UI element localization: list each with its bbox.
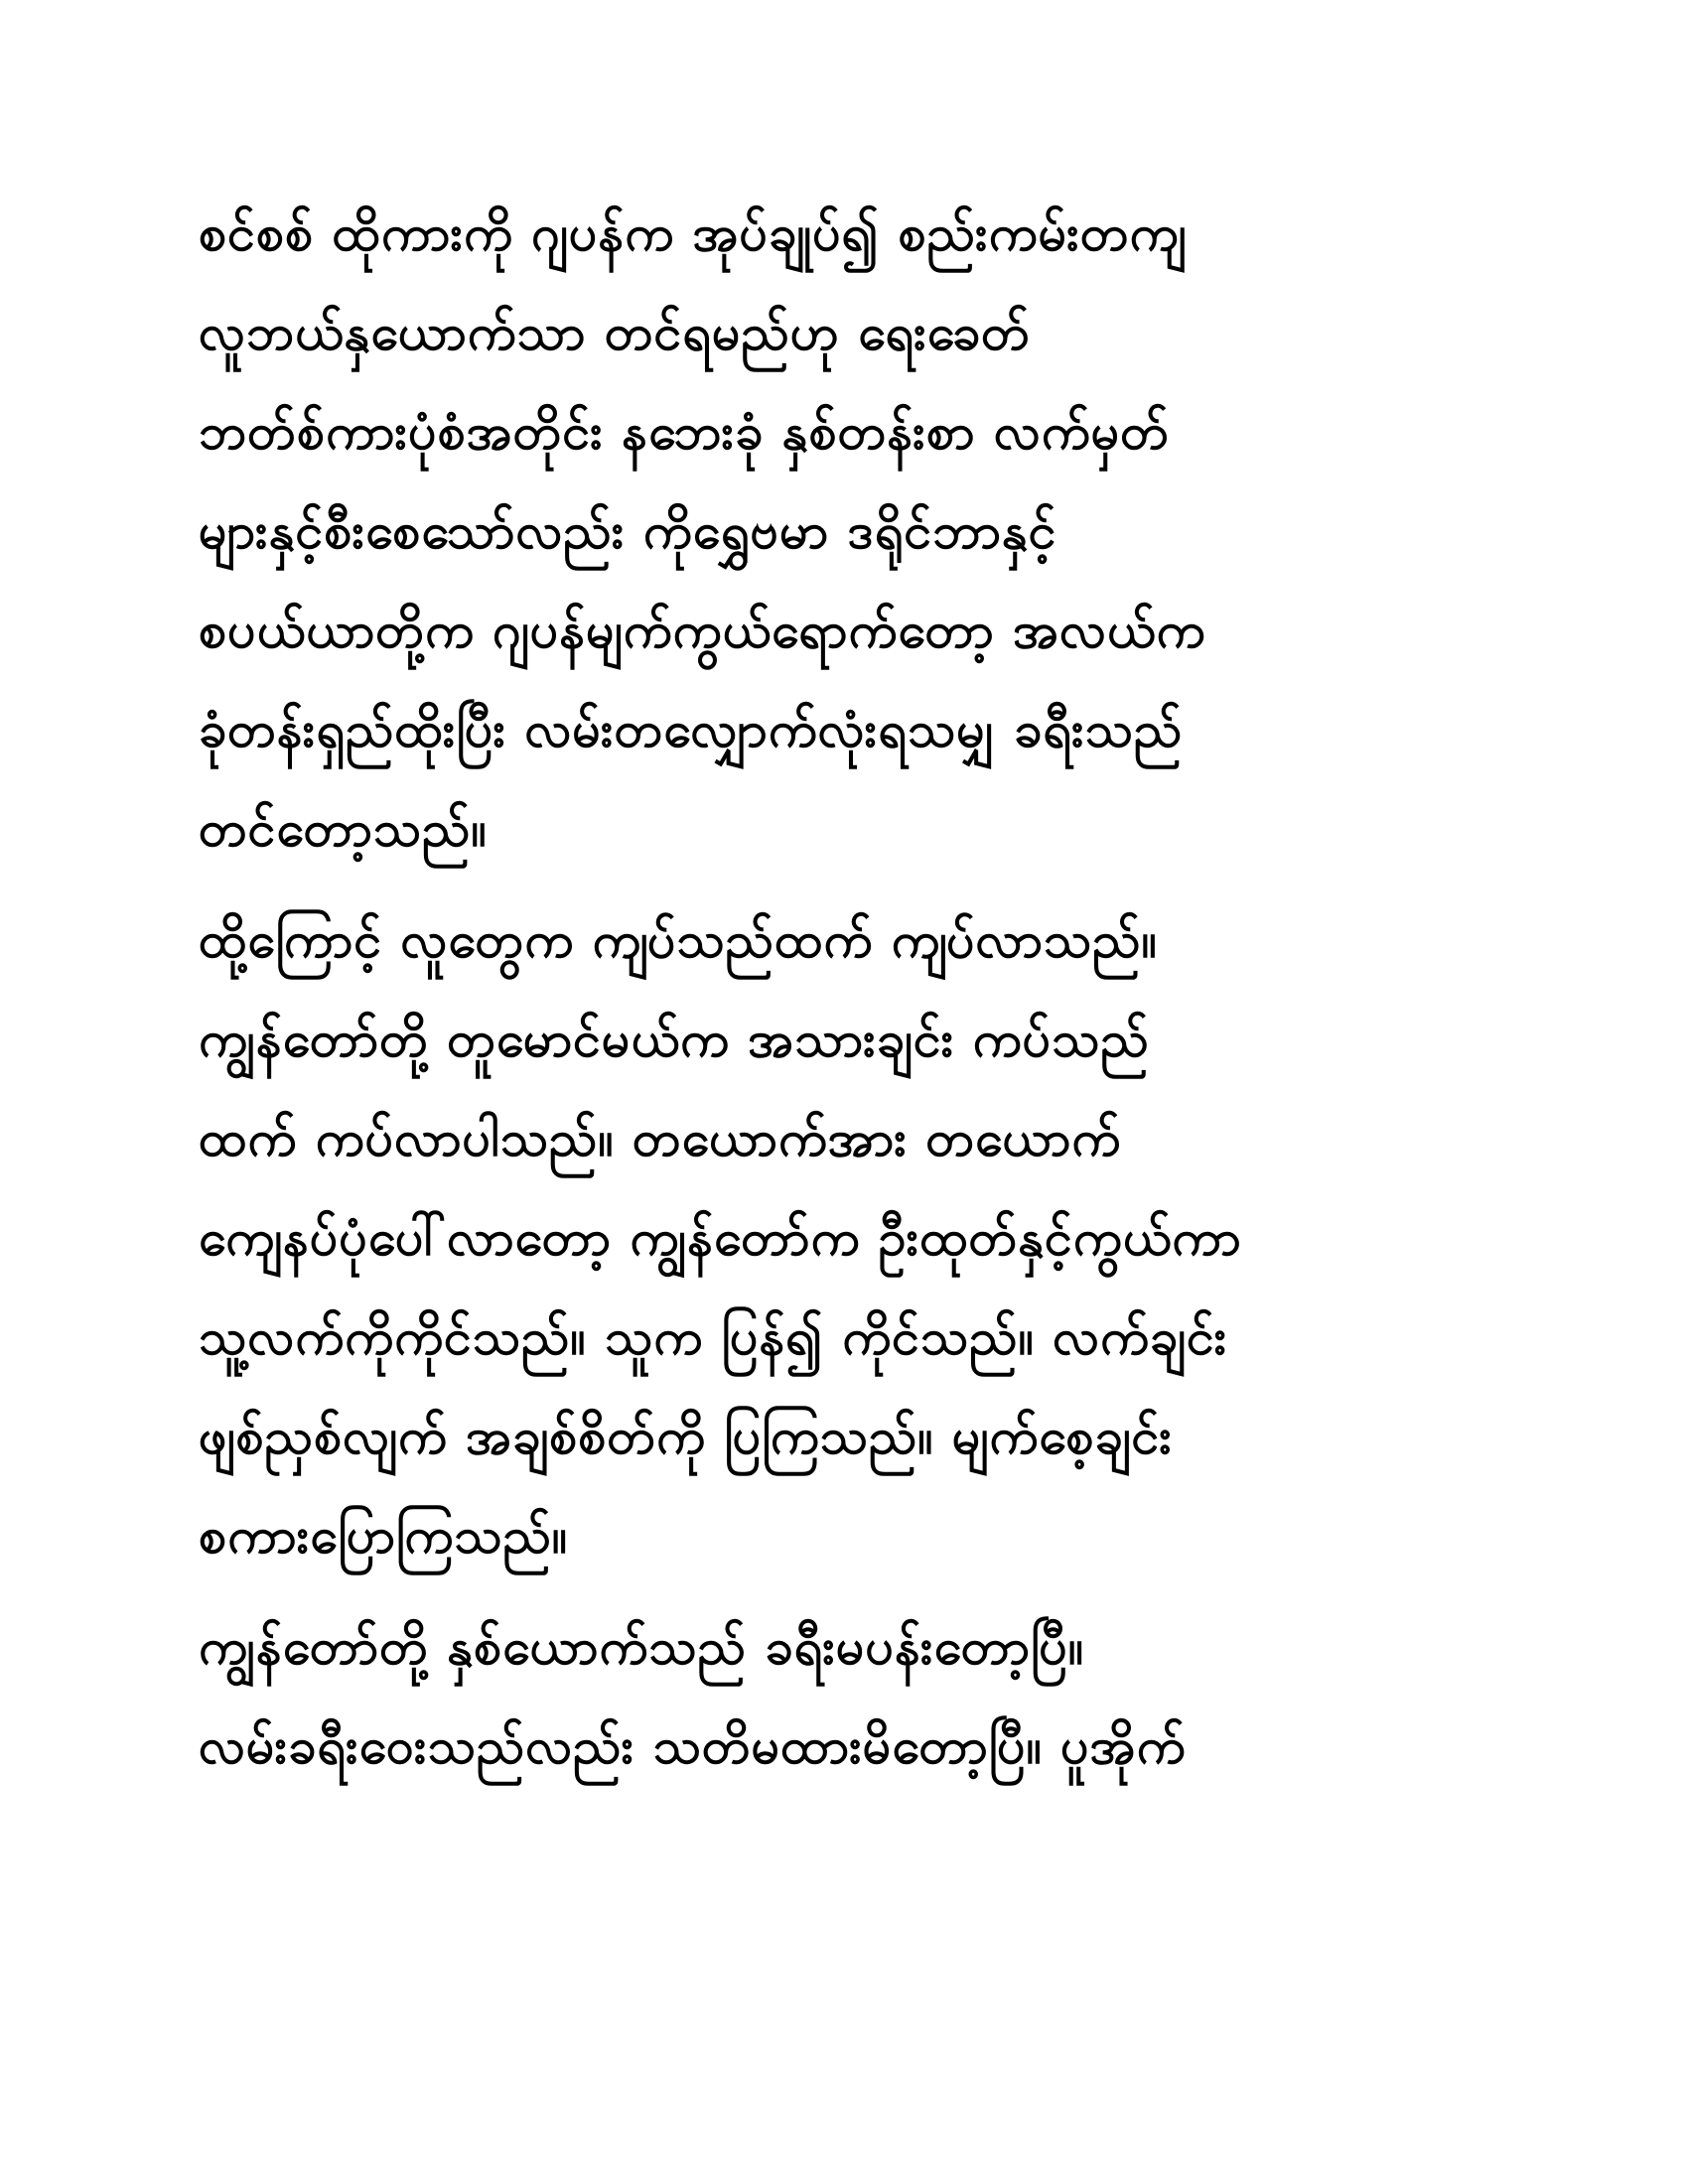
paragraph-2 xyxy=(199,890,1499,1585)
text-line: စင်စစ် ထိုကားကို ဂျပန်က အုပ်ချုပ်၍ စည်းကမ်းတကျ xyxy=(199,205,1188,262)
text-line: သူ့လက်ကိုကိုင်သည်။ သူက ပြန်၍ ကိုင်သည်။ လက်ချင်း xyxy=(199,1308,1228,1366)
text-line: ကျွန်တော်တို့ နှစ်ယောက်သည် ခရီးမပန်းတော့ပြီ။ xyxy=(199,1618,1085,1676)
text-line: ကျေနပ်ပုံပေါ်လာတော့ ကျွန်တော်က ဦးထုတ်နှင့်ကွယ်ကာ xyxy=(199,1209,1242,1267)
text-line: ကျွန်တော်တို့ တူမောင်မယ်က အသားချင်း ကပ်သည် xyxy=(199,1011,1150,1068)
text-line: တင်တော့သည်။ xyxy=(199,800,488,858)
paragraph-1 xyxy=(199,184,1499,879)
text-line: လမ်းခရီးဝေးသည်လည်း သတိမထားမိတော့ပြီ။ ပူအိုက် xyxy=(199,1717,1187,1775)
text-line: ဖျစ်ညှစ်လျက် အချစ်စိတ်ကို ပြကြသည်။ မျက်စေ့ချင်း xyxy=(199,1408,1173,1465)
text-line: ဘတ်စ်ကားပုံစံအတိုင်း နဘေးခုံ နှစ်တန်းစာ လက်မှတ် xyxy=(199,403,1170,461)
text-line: လူဘယ်နှယောက်သာ တင်ရမည်ဟု ရေးခေတ် xyxy=(199,304,1031,361)
text-line: ထို့ကြောင့် လူတွေက ကျပ်သည်ထက် ကျပ်လာသည်။ xyxy=(199,911,1158,969)
paragraph-3 xyxy=(199,1597,1499,1796)
text-line: များနှင့်စီးစေသော်လည်း ကိုရွှေဗမာ ဒရိုင်ဘာနှင့် xyxy=(199,502,1057,560)
text-line: ခုံတန်းရှည်ထိုးပြီး လမ်းတလျှောက်လုံးရသမျှ ခရီးသည် xyxy=(199,701,1184,758)
body-text xyxy=(199,184,1499,1808)
text-line: ထက် ကပ်လာပါသည်။ တယောက်အား တယောက် xyxy=(199,1110,1122,1167)
text-line: စပယ်ယာတို့က ဂျပန်မျက်ကွယ်ရောက်တော့ အလယ်က xyxy=(199,602,1206,659)
text-line: စကားပြောကြသည်။ xyxy=(199,1507,569,1565)
